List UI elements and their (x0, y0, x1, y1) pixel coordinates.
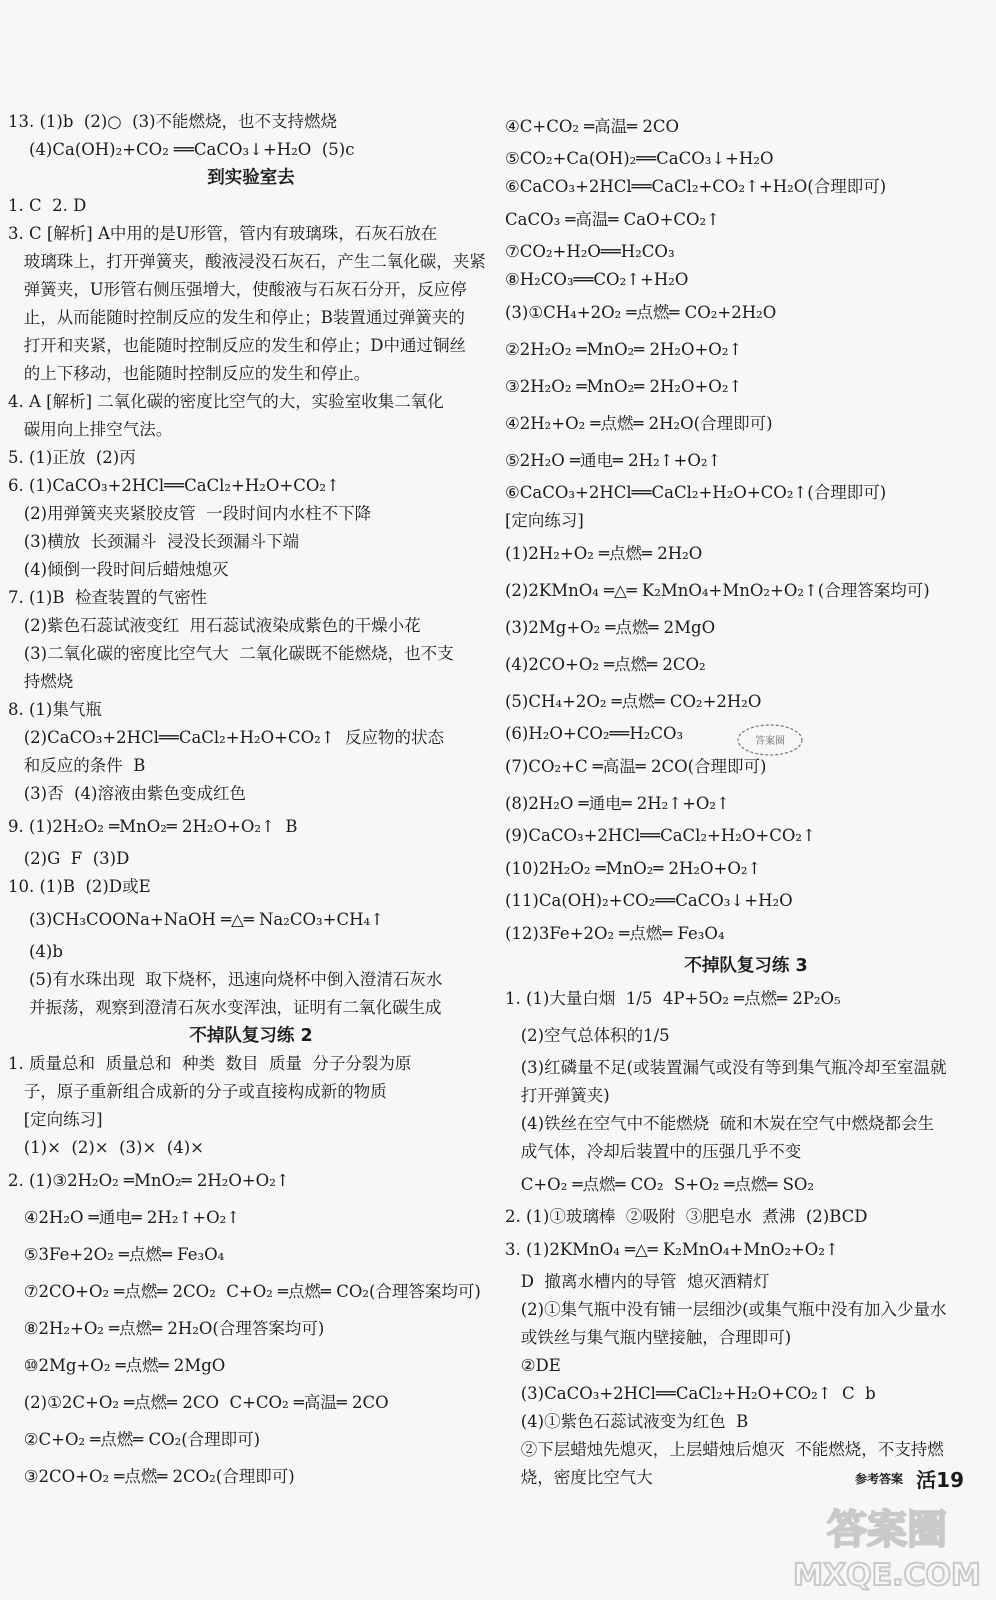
answer-line: (2)CaCO₃+2HCl══CaCl₂+H₂O+CO₂↑ 反应物的状态 (8, 728, 445, 747)
answer-line: (3)CH₃COONa+NaOH ═△═ Na₂CO₃+CH₄↑ (8, 910, 384, 929)
answer-line: (2)用弹簧夹夹紧胶皮管 一段时间内水柱不下降 (8, 504, 372, 523)
answer-line: 弹簧夹，U形管右侧压强增大，使酸液与石灰石分开，反应停 (8, 280, 467, 299)
answer-line: ③2H₂O₂ ═MnO₂═ 2H₂O+O₂↑ (505, 377, 743, 396)
answer-line: (4)铁丝在空气中不能燃烧 硫和木炭在空气中燃烧都会生 (505, 1114, 935, 1133)
answer-line: 1. C 2. D (8, 196, 87, 215)
answer-line: (3)横放 长颈漏斗 浸没长颈漏斗下端 (8, 532, 300, 551)
answer-line: 1. 质量总和 质量总和 种类 数目 质量 分子分裂为原 (8, 1054, 412, 1073)
answer-line: 6. (1)CaCO₃+2HCl══CaCl₂+H₂O+CO₂↑ (8, 476, 340, 495)
section-heading: 到实验室去 (207, 168, 295, 188)
answer-line: (2)2KMnO₄ ═△═ K₂MnO₄+MnO₂+O₂↑(合理答案均可) (505, 581, 930, 600)
answer-line: (1)2H₂+O₂ ═点燃═ 2H₂O (505, 544, 703, 563)
answer-line: 止，从而能随时控制反应的发生和停止；B装置通过弹簧夹的 (8, 308, 465, 327)
answer-line: [定向练习] (505, 511, 584, 530)
answer-line: 3. C [解析] A中用的是U形管，管内有玻璃珠，石灰石放在 (8, 224, 438, 243)
answer-line: 7. (1)B 检查装置的气密性 (8, 588, 207, 607)
answer-line: ⑤3Fe+2O₂ ═点燃═ Fe₃O₄ (8, 1245, 225, 1264)
answer-line: ②C+O₂ ═点燃═ CO₂(合理即可) (8, 1430, 261, 1449)
watermark-top: 答案圈 (827, 1507, 947, 1553)
answer-line: 和反应的条件 B (8, 756, 146, 775)
answer-line: ②DE (505, 1356, 561, 1375)
answer-line: 13. (1)b (2)○ (3)不能燃烧，也不支持燃烧 (8, 112, 338, 131)
answer-line: 9. (1)2H₂O₂ ═MnO₂═ 2H₂O+O₂↑ B (8, 817, 298, 836)
answer-line: 玻璃珠上，打开弹簧夹，酸液浸没石灰石，产生二氧化碳，夹紧 (8, 252, 486, 271)
answer-line: D 撤离水槽内的导管 熄灭酒精灯 (505, 1272, 770, 1291)
footer-mark: 活 (916, 1468, 937, 1492)
page-number (916, 1468, 964, 1492)
answer-line: (11)Ca(OH)₂+CO₂══CaCO₃↓+H₂O (505, 891, 793, 910)
answer-line: (7)CO₂+C ═高温═ 2CO(合理即可) (505, 757, 767, 776)
answer-line: 打开弹簧夹) (505, 1086, 610, 1105)
answer-line: 2. (1)③2H₂O₂ ═MnO₂═ 2H₂O+O₂↑ (8, 1171, 290, 1190)
answer-line: 5. (1)正放 (2)丙 (8, 448, 136, 467)
footer-label: 参考答案 (855, 1472, 904, 1486)
answer-line: ⑥CaCO₃+2HCl══CaCl₂+H₂O+CO₂↑(合理即可) (505, 483, 887, 502)
answer-line: ⑥CaCO₃+2HCl══CaCl₂+CO₂↑+H₂O(合理即可) (505, 177, 887, 196)
answer-line: (3)红磷量不足(或装置漏气或没有等到集气瓶冷却至室温就 (505, 1058, 947, 1077)
watermark-logo (793, 1497, 981, 1595)
answer-line: (4)2CO+O₂ ═点燃═ 2CO₂ (505, 655, 706, 674)
answer-line: 4. A [解析] 二氧化碳的密度比空气的大，实验室收集二氧化 (8, 392, 444, 411)
answer-line: 成气体，冷却后装置中的压强几乎不变 (505, 1142, 802, 1161)
answer-line: 2. (1)①玻璃棒 ②吸附 ③肥皂水 煮沸 (2)BCD (505, 1207, 868, 1226)
answer-line: ④2H₂+O₂ ═点燃═ 2H₂O(合理即可) (505, 414, 773, 433)
answer-line: (12)3Fe+2O₂ ═点燃═ Fe₃O₄ (505, 924, 725, 943)
answer-line: [定向练习] (8, 1110, 103, 1129)
section-heading: 不掉队复习练 3 (684, 956, 808, 976)
answer-line: (1)× (2)× (3)× (4)× (8, 1138, 204, 1157)
watermark-bottom: MXQE.COM (793, 1558, 981, 1593)
answer-line: (3)二氧化碳的密度比空气大 二氧化碳既不能燃烧，也不支 (8, 644, 454, 663)
answer-line: (5)CH₄+2O₂ ═点燃═ CO₂+2H₂O (505, 692, 762, 711)
answer-line: (4)Ca(OH)₂+CO₂ ══CaCO₃↓+H₂O (5)c (8, 140, 355, 159)
page-number-value: 19 (936, 1468, 964, 1492)
answer-line: 的上下移动，也能随时控制反应的发生和停止。 (8, 364, 371, 383)
answer-line: (5)有水珠出现 取下烧杯，迅速向烧杯中倒入澄清石灰水 (8, 970, 443, 989)
answer-line: (9)CaCO₃+2HCl══CaCl₂+H₂O+CO₂↑ (505, 826, 816, 845)
answer-line: 打开和夹紧，也能随时控制反应的发生和停止；D中通过铜丝 (8, 336, 466, 355)
right-column (505, 108, 987, 1492)
answer-line: 碳用向上排空气法。 (8, 420, 173, 439)
answer-line: (6)H₂O+CO₂══H₂CO₃ (505, 724, 684, 743)
answer-line: 烧，密度比空气大 (505, 1468, 653, 1487)
answer-line: (2)空气总体积的1/5 (505, 1026, 670, 1045)
answer-line: ⑧2H₂+O₂ ═点燃═ 2H₂O(合理答案均可) (8, 1319, 325, 1338)
answer-line: 并振荡，观察到澄清石灰水变浑浊，证明有二氧化碳生成 (8, 998, 442, 1017)
answer-line: ⑤CO₂+Ca(OH)₂══CaCO₃↓+H₂O (505, 149, 774, 168)
answer-line: (3)①CH₄+2O₂ ═点燃═ CO₂+2H₂O (505, 303, 777, 322)
answer-line: 3. (1)2KMnO₄ ═△═ K₂MnO₄+MnO₂+O₂↑ (505, 1240, 839, 1259)
answer-line: (10)2H₂O₂ ═MnO₂═ 2H₂O+O₂↑ (505, 859, 762, 878)
answer-line: 子，原子重新组合成新的分子或直接构成新的物质 (8, 1082, 387, 1101)
answer-line: (2)G F (3)D (8, 849, 130, 868)
answer-line: (2)①2C+O₂ ═点燃═ 2CO C+CO₂ ═高温═ 2CO (8, 1393, 389, 1412)
section-heading: 不掉队复习练 2 (189, 1026, 313, 1046)
answer-line: ④2H₂O ═通电═ 2H₂↑+O₂↑ (8, 1208, 241, 1227)
answer-line: ⑦2CO+O₂ ═点燃═ 2CO₂ C+O₂ ═点燃═ CO₂(合理答案均可) (8, 1282, 481, 1301)
answer-line: (3)否 (4)溶液由紫色变成红色 (8, 784, 246, 803)
answer-line: (2)紫色石蕊试液变红 用石蕊试液染成紫色的干燥小花 (8, 616, 421, 635)
answer-line: 10. (1)B (2)D或E (8, 877, 151, 896)
answer-line: (4)b (8, 942, 63, 961)
answer-line: (4)倾倒一段时间后蜡烛熄灭 (8, 560, 229, 579)
answer-line: ⑤2H₂O ═通电═ 2H₂↑+O₂↑ (505, 451, 722, 470)
answer-line: 持燃烧 (8, 672, 74, 691)
stamp-text: 答案圈 (755, 736, 785, 747)
answer-line: (4)①紫色石蕊试液变为红色 B (505, 1412, 749, 1431)
answer-line: ⑧H₂CO₃══CO₂↑+H₂O (505, 270, 689, 289)
answer-line: 1. (1)大量白烟 1/5 4P+5O₂ ═点燃═ 2P₂O₅ (505, 989, 841, 1008)
page-footer (855, 1464, 964, 1493)
answer-line: ⑦CO₂+H₂O══H₂CO₃ (505, 242, 675, 261)
answer-line: CaCO₃ ═高温═ CaO+CO₂↑ (505, 210, 720, 229)
answer-line: (2)①集气瓶中没有铺一层细沙(或集气瓶中没有加入少量水 (505, 1300, 947, 1319)
answer-line: (3)2Mg+O₂ ═点燃═ 2MgO (505, 618, 716, 637)
answer-line: (3)CaCO₃+2HCl══CaCl₂+H₂O+CO₂↑ C b (505, 1384, 876, 1403)
answer-stamp-image (735, 722, 805, 758)
answer-line: ④C+CO₂ ═高温═ 2CO (505, 117, 680, 136)
answer-line: ②2H₂O₂ ═MnO₂═ 2H₂O+O₂↑ (505, 340, 743, 359)
left-column (8, 108, 494, 1495)
answer-line: ⑩2Mg+O₂ ═点燃═ 2MgO (8, 1356, 226, 1375)
answer-line: (8)2H₂O ═通电═ 2H₂↑+O₂↑ (505, 794, 730, 813)
answer-line: ③2CO+O₂ ═点燃═ 2CO₂(合理即可) (8, 1467, 295, 1486)
answer-line: 或铁丝与集气瓶内壁接触，合理即可) (505, 1328, 792, 1347)
answer-line: ②下层蜡烛先熄灭，上层蜡烛后熄灭 不能燃烧，不支持燃 (505, 1440, 944, 1459)
answer-line: 8. (1)集气瓶 (8, 700, 102, 719)
answer-line: C+O₂ ═点燃═ CO₂ S+O₂ ═点燃═ SO₂ (505, 1175, 815, 1194)
